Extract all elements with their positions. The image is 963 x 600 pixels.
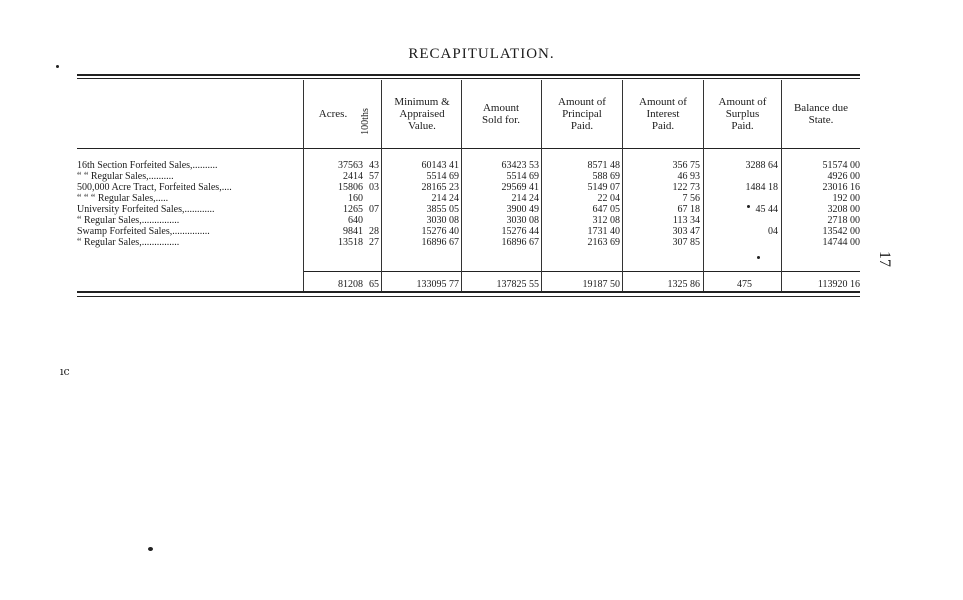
- cell-balance: 14744 00: [822, 237, 860, 248]
- cell-acres-h: 07: [369, 204, 379, 215]
- table-row: [77, 182, 860, 193]
- header-principal: Amount of Principal Paid.: [558, 96, 606, 132]
- cell-balance: 13542 00: [822, 226, 860, 237]
- cell-acres: 1265: [343, 204, 363, 215]
- cell-minimum: 3855 05: [426, 204, 459, 215]
- cell-principal: 312 08: [592, 215, 620, 226]
- row-label: Swamp Forfeited Sales,...............: [77, 226, 210, 237]
- total-acres-hundredths: 65: [369, 279, 379, 290]
- print-speck: [757, 256, 760, 259]
- cell-principal: 22 04: [597, 193, 620, 204]
- row-label: University Forfeited Sales,............: [77, 204, 215, 215]
- cell-acres: 37563: [338, 160, 363, 171]
- cell-minimum: 214 24: [431, 193, 459, 204]
- cell-minimum: 60143 41: [421, 160, 459, 171]
- header-interest: Amount of Interest Paid.: [639, 96, 687, 132]
- cell-acres-h: 28: [369, 226, 379, 237]
- cell-surplus: 45 44: [755, 204, 778, 215]
- cell-acres: 2414: [343, 171, 363, 182]
- table-row: [77, 226, 860, 237]
- cell-acres: 160: [348, 193, 363, 204]
- cell-acres-h: 43: [369, 160, 379, 171]
- cell-minimum: 28165 23: [421, 182, 459, 193]
- top-rule: [77, 74, 860, 76]
- cell-interest: 307 85: [672, 237, 700, 248]
- bottom-rule-second: [77, 296, 860, 297]
- cell-interest: 303 47: [672, 226, 700, 237]
- row-label: 500,000 Acre Tract, Forfeited Sales,....: [77, 182, 232, 193]
- row-label: “ Regular Sales,...............: [77, 237, 180, 248]
- print-speck: [148, 547, 153, 551]
- table-row: [77, 193, 860, 204]
- cell-minimum: 5514 69: [426, 171, 459, 182]
- cell-balance: 4926 00: [827, 171, 860, 182]
- row-label: “ “ Regular Sales,..........: [77, 171, 174, 182]
- cell-minimum: 3030 08: [426, 215, 459, 226]
- row-label: “ “ “ Regular Sales,.....: [77, 193, 169, 204]
- cell-interest: 7 56: [682, 193, 700, 204]
- cell-principal: 1731 40: [587, 226, 620, 237]
- print-speck: [747, 205, 750, 208]
- cell-minimum: 16896 67: [421, 237, 459, 248]
- header-hundredths: 100ths: [359, 108, 371, 135]
- total-minimum: 133095 77: [416, 279, 459, 290]
- cell-balance: 192 00: [832, 193, 860, 204]
- cell-sold: 3900 49: [506, 204, 539, 215]
- cell-acres: 640: [348, 215, 363, 226]
- cell-sold: 63423 53: [501, 160, 539, 171]
- header-balance: Balance due State.: [793, 102, 849, 126]
- totals-top-rule: [303, 271, 860, 272]
- cell-interest: 46 93: [677, 171, 700, 182]
- cell-sold: 15276 44: [501, 226, 539, 237]
- cell-surplus: 04: [768, 226, 778, 237]
- cell-interest: 356 75: [672, 160, 700, 171]
- table-row: [77, 204, 860, 215]
- cell-balance: 23016 16: [822, 182, 860, 193]
- header-acres: Acres.: [318, 108, 348, 120]
- cell-surplus: 1484 18: [745, 182, 778, 193]
- cell-principal: 588 69: [592, 171, 620, 182]
- table-row: [77, 237, 860, 248]
- header-bottom-rule: [77, 148, 860, 149]
- total-surplus: 475: [737, 279, 752, 290]
- print-speck: [56, 65, 59, 68]
- cell-surplus: 3288 64: [745, 160, 778, 171]
- cell-sold: 16896 67: [501, 237, 539, 248]
- bottom-rule: [77, 291, 860, 293]
- cell-acres-h: 03: [369, 182, 379, 193]
- top-rule-second: [77, 78, 860, 79]
- table-row: [77, 215, 860, 226]
- total-sold: 137825 55: [496, 279, 539, 290]
- page-number: 17: [876, 251, 893, 267]
- cell-interest: 113 34: [672, 215, 700, 226]
- cell-principal: 647 05: [592, 204, 620, 215]
- cell-acres: 15806: [338, 182, 363, 193]
- cell-interest: 122 73: [672, 182, 700, 193]
- cell-sold: 29569 41: [501, 182, 539, 193]
- cell-balance: 3208 00: [827, 204, 860, 215]
- cell-balance: 2718 00: [827, 215, 860, 226]
- cell-minimum: 15276 40: [421, 226, 459, 237]
- cell-sold: 3030 08: [506, 215, 539, 226]
- cell-principal: 2163 69: [587, 237, 620, 248]
- total-principal: 19187 50: [582, 279, 620, 290]
- cell-sold: 214 24: [511, 193, 539, 204]
- totals-row: [77, 279, 860, 290]
- cell-interest: 67 18: [677, 204, 700, 215]
- table-row: [77, 160, 860, 171]
- cell-acres: 13518: [338, 237, 363, 248]
- cell-acres: 9841: [343, 226, 363, 237]
- margin-mark: ıc: [60, 365, 70, 378]
- cell-acres-h: 57: [369, 171, 379, 182]
- cell-principal: 8571 48: [587, 160, 620, 171]
- table-row: [77, 171, 860, 182]
- header-surplus: Amount of Surplus Paid.: [718, 96, 767, 132]
- total-acres: 81208: [338, 279, 363, 290]
- cell-principal: 5149 07: [587, 182, 620, 193]
- cell-acres-h: 27: [369, 237, 379, 248]
- total-interest: 1325 86: [667, 279, 700, 290]
- row-label: “ Regular Sales,...............: [77, 215, 180, 226]
- row-label: 16th Section Forfeited Sales,..........: [77, 160, 218, 171]
- document-title: RECAPITULATION.: [408, 46, 555, 62]
- cell-balance: 51574 00: [822, 160, 860, 171]
- header-sold: Amount Sold for.: [482, 102, 520, 126]
- total-balance: 113920 16: [817, 279, 860, 290]
- header-minimum: Minimum & Appraised Value.: [394, 96, 450, 132]
- cell-sold: 5514 69: [506, 171, 539, 182]
